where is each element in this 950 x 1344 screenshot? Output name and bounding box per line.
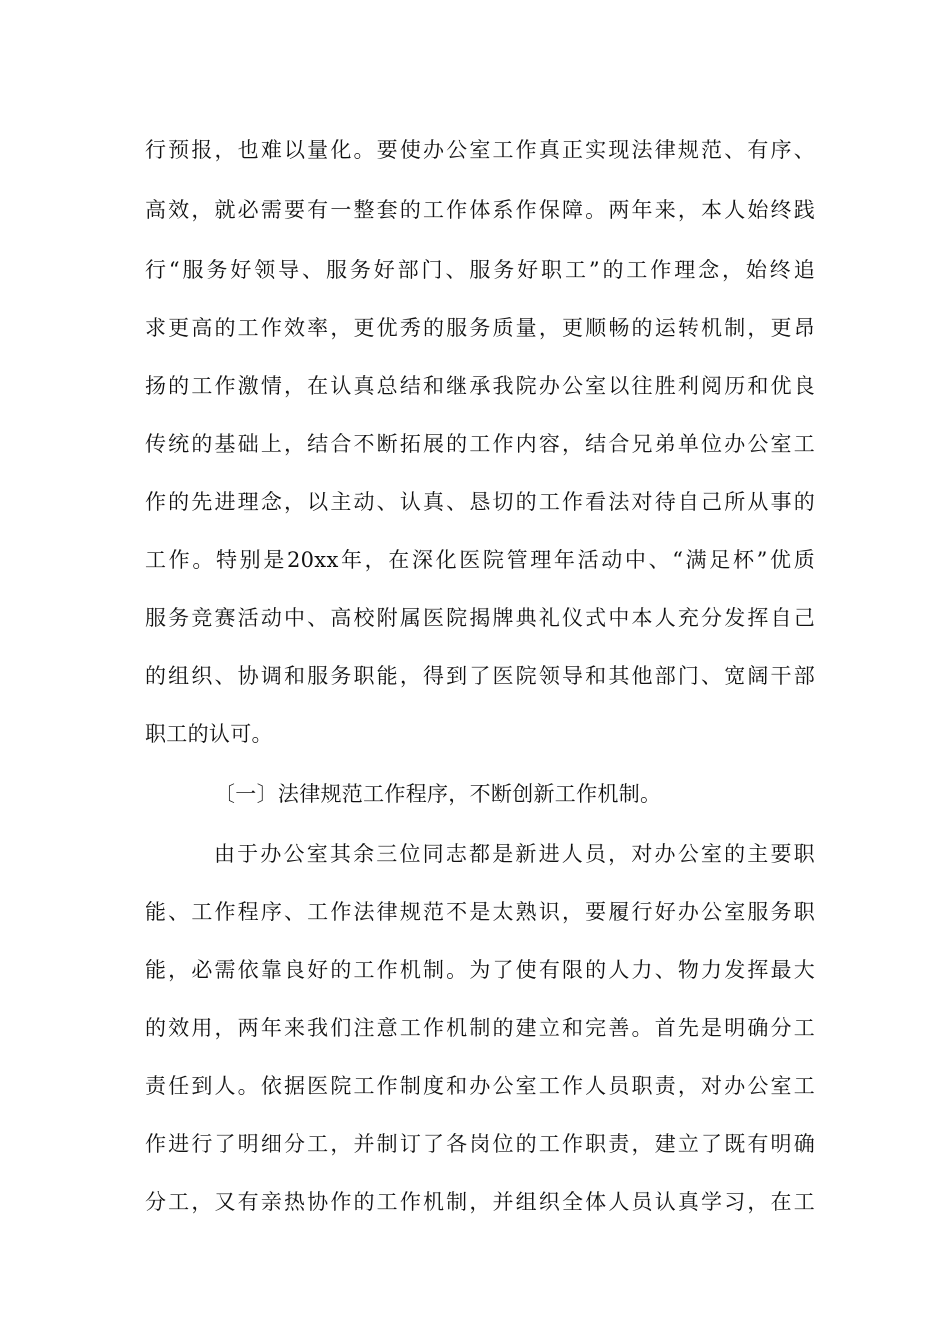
body-text-line: 求更高的工作效率，更优秀的服务质量，更顺畅的运转机制，更昂 [145,316,815,340]
body-text-line: 服务竞赛活动中、高校附属医院揭牌典礼仪式中本人充分发挥自己 [145,606,815,630]
body-text-line: 高效，就必需要有一整套的工作体系作保障。两年来，本人始终践 [145,198,815,222]
body-text-line: 的组织、协调和服务职能，得到了医院领导和其他部门、宽阔干部 [145,664,815,688]
body-text-line: 作进行了明细分工，并制订了各岗位的工作职责，建立了既有明确 [145,1132,815,1156]
body-text-line: 能，必需依靠良好的工作机制。为了使有限的人力、物力发挥最大 [145,958,815,982]
paragraph-first-line: 由于办公室其余三位同志都是新进人员，对办公室的主要职 [214,842,815,866]
body-text-line: 行预报，也难以量化。要使办公室工作真正实现法律规范、有序、 [145,138,815,162]
body-text-line: 作的先进理念，以主动、认真、恳切的工作看法对待自己所从事的 [145,490,815,514]
body-text-line: 的效用，两年来我们注意工作机制的建立和完善。首先是明确分工 [145,1016,815,1040]
body-text-line: 行“服务好领导、服务好部门、服务好职工”的工作理念，始终追 [145,258,815,282]
body-text-line: 职工的认可。 [145,722,273,746]
body-text-line: 传统的基础上，结合不断拓展的工作内容，结合兄弟单位办公室工 [145,432,815,456]
body-text-line: 扬的工作激情，在认真总结和继承我院办公室以往胜利阅历和优良 [145,374,815,398]
body-text-line: 工作。特别是20xx年，在深化医院管理年活动中、“满足杯”优质 [145,548,815,572]
section-heading: 〔一〕法律规范工作程序，不断创新工作机制。 [214,782,662,806]
body-text-line: 能、工作程序、工作法律规范不是太熟识，要履行好办公室服务职 [145,900,815,924]
body-text-line: 责任到人。依据医院工作制度和办公室工作人员职责，对办公室工 [145,1074,815,1098]
body-text-line: 分工，又有亲热协作的工作机制，并组织全体人员认真学习，在工 [145,1190,815,1214]
